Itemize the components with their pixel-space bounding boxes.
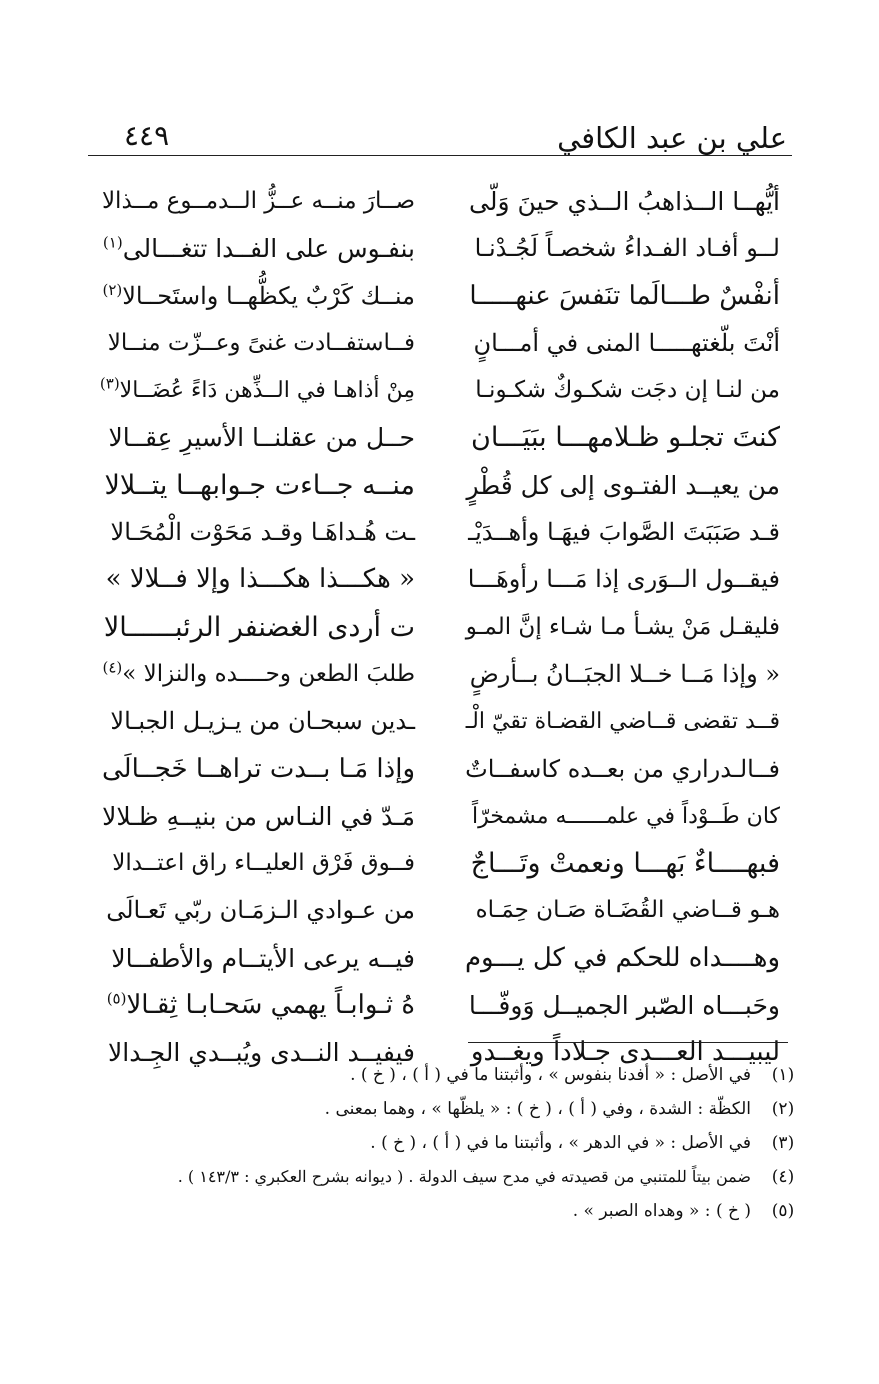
verse-line — [100, 887, 780, 934]
verse-line — [100, 840, 780, 887]
verse-second-hemistich-text: بنفـوس على الفــدا تتغـــالى — [122, 234, 415, 264]
poem — [100, 178, 780, 1077]
verse-first-hemistich: ليبيـــد العـــدى جـلاداً ويغــدو — [470, 1037, 780, 1068]
verse-first-hemistich: وحَبـــاه الصّبر الجميــل وَوفّـــا — [468, 991, 780, 1021]
footnote-text: في الأصل : « أفدنا بنفوس » ، وأثبتنا ما في ( أ ) ، ( خ ) . — [350, 1065, 751, 1085]
verse-second-hemistich — [104, 462, 415, 509]
verse-first-hemistich: قــد تقضى قــاضي القضـاة تقيّ الْـ — [465, 709, 780, 735]
footnote-number: (٥) — [771, 1201, 795, 1221]
verse-line — [100, 273, 780, 320]
verse-line — [100, 178, 780, 225]
verse-second-hemistich-text: ـدين سبحـان من يـزيـل الجبـالا — [110, 707, 415, 736]
verse-second-hemistich — [104, 604, 415, 651]
footnote-text: ( خ ) : « وهداه الصبر » . — [572, 1201, 751, 1221]
running-header-title: علي بن عبد الكافي — [557, 121, 787, 155]
verse-second-hemistich-text: طلبَ الطعن وحــــده والنزالا » — [122, 660, 415, 687]
verse-first-hemistich: هـو قــاضي القُضَـاة صَـان حِمَـاه — [475, 897, 780, 924]
verse-line — [100, 414, 780, 461]
footnotes — [163, 1058, 803, 1228]
verse-first-hemistich: فيقــول الــوَرى إذا مَـــا رأوهَـــا — [467, 565, 780, 594]
verse-line — [100, 793, 780, 840]
footnote-item — [163, 1126, 803, 1160]
verse-first-hemistich: من لنـا إن دجَت شكـوكٌ شكـونـا — [475, 377, 780, 404]
footnote-number: (٣) — [771, 1133, 795, 1153]
verse-second-hemistich — [106, 887, 415, 934]
verse-second-hemistich — [102, 651, 415, 698]
verse-second-hemistich-text: مِنْ أذاهـا في الــذِّهن دَاءً عُضَــالا — [119, 378, 415, 404]
verse-second-hemistich-text: منــك كَرْبٌ يكظُّهــا واستَحــالا — [122, 281, 415, 310]
footnote-item — [163, 1194, 803, 1228]
verse-second-hemistich-text: مَـدّ في النـاس من بنيــهِ ظـلالا — [102, 801, 415, 831]
footnote-marker: (٥) — [106, 989, 127, 1008]
verse-line — [100, 698, 780, 745]
verse-first-hemistich: من يعيــد الفتـوى إلى كل قُطْرٍ — [466, 470, 780, 500]
verse-second-hemistich-text: « هكـــذا هكـــذا وإلا فــلالا » — [105, 564, 415, 595]
footnote-marker: (٢) — [102, 280, 123, 299]
page-number: ٤٤٩ — [124, 119, 170, 152]
verse-first-hemistich: فــالـدراري من بعــده كاسفــاتٌ — [465, 754, 780, 783]
footnote-item — [163, 1160, 803, 1194]
verse-line — [100, 556, 780, 603]
verse-second-hemistich-text: وإذا مَـا بــدت تراهــا خَجــالَى — [102, 753, 415, 784]
verse-line — [100, 935, 780, 982]
verse-second-hemistich-text: ت أردى الغضنفر الرئبــــــالا — [103, 611, 415, 643]
verse-second-hemistich — [102, 178, 415, 225]
verse-second-hemistich — [103, 225, 415, 272]
verse-first-hemistich: أنفْسٌ طـــالَما تنَفسَ عنهـــــا — [469, 280, 780, 311]
verse-second-hemistich-text: من عـوادي الـزمَـان ربّي تَعـالَى — [106, 896, 415, 925]
verse-second-hemistich-text: ـت هُـداهَـا وقـد مَحَوْت الْمُحَـالا — [110, 518, 415, 547]
verse-first-hemistich: أنْتَ بلّغتهـــــا المنى في أمـــانٍ — [473, 328, 780, 357]
verse-line — [100, 509, 780, 556]
footnote-marker: (١) — [102, 233, 123, 252]
verse-line — [100, 604, 780, 651]
verse-line — [100, 746, 780, 793]
footnote-text: الكظّة : الشدة ، وفي ( أ ) ، ( خ ) : « يلظّها » ، وهما بمعنى . — [324, 1099, 751, 1119]
verse-first-hemistich: كنتَ تجلـو ظـلامهـــا ببَيَـــان — [471, 422, 780, 454]
verse-line — [100, 367, 780, 414]
verse-second-hemistich-text: فيفيــد النــدى ويُبــدي الجِـدالا — [107, 1038, 415, 1068]
verse-first-hemistich: قـد صَبَبَتَ الصَّوابَ فيهَـا وأهــدَيْـ — [468, 518, 780, 547]
verse-line — [100, 651, 780, 698]
verse-first-hemistich: كان طَــوْداً في علمــــــه مشمخرّاً — [471, 803, 780, 829]
verse-first-hemistich: لــو أفـاد الفـداءُ شخصـاً لَجُـدْنـا — [474, 234, 780, 263]
verse-second-hemistich — [106, 556, 415, 603]
verse-first-hemistich: وهــــداه للحكم في كل يـــوم — [464, 942, 780, 973]
verse-second-hemistich-text: فــوق فَرْق العليــاء راق اعتــدالا — [112, 850, 415, 877]
verse-second-hemistich — [110, 698, 415, 745]
verse-second-hemistich — [109, 414, 415, 461]
verse-second-hemistich — [107, 982, 415, 1029]
footnote-number: (٤) — [771, 1167, 795, 1187]
verse-line — [100, 225, 780, 272]
verse-second-hemistich — [100, 367, 415, 414]
footnote-number: (٢) — [771, 1099, 795, 1119]
verse-first-hemistich: فبهــــاءٌ بَهـــا ونعمتْ وتَـــاجٌ — [470, 848, 780, 880]
footnote-marker: (٣) — [99, 374, 120, 393]
verse-second-hemistich — [111, 935, 415, 982]
verse-line — [100, 982, 780, 1029]
verse-second-hemistich — [108, 320, 415, 367]
verse-first-hemistich: فليقـل مَنْ يشـأ مـا شـاء إنَّ المـو — [465, 613, 780, 640]
footnote-divider — [468, 1042, 788, 1043]
verse-second-hemistich — [102, 273, 415, 320]
verse-first-hemistich: أيُّهــا الــذاهبُ الــذي حينَ وَلّى — [469, 187, 780, 216]
footnote-text: في الأصل : « في الدهر » ، وأثبتنا ما في ( أ ) ، ( خ ) . — [370, 1133, 751, 1153]
footnote-item — [163, 1092, 803, 1126]
footnote-marker: (٤) — [102, 658, 123, 677]
verse-second-hemistich-text: منــه جــاءت جـوابهــا يتــلالا — [104, 469, 415, 501]
header-divider — [88, 155, 792, 156]
verse-second-hemistich-text: فيــه يرعى الأيتــام والأطفــالا — [111, 943, 415, 973]
footnote-text: ضمن بيتاً للمتنبي من قصيدته في مدح سيف الدولة . ( ديوانه بشرح العكبري : ١٤٣/٣ ) . — [177, 1167, 751, 1186]
verse-second-hemistich — [102, 746, 415, 793]
verse-line — [100, 462, 780, 509]
verse-second-hemistich-text: هُ ثـوابـاً يهمي سَحـابـا ثِقـالا — [126, 990, 415, 1021]
verse-second-hemistich — [102, 793, 415, 840]
verse-second-hemistich-text: فــاستفــادت غنىً وعــزّت منــالا — [107, 329, 415, 356]
footnote-number: (١) — [771, 1065, 795, 1085]
verse-second-hemistich-text: حــل من عقلنــا الأسيرِ عِقــالا — [108, 423, 415, 453]
verse-second-hemistich — [111, 509, 415, 556]
verse-second-hemistich — [112, 840, 415, 887]
verse-line — [100, 320, 780, 367]
verse-second-hemistich-text: صــارَ منــه عــزُّ الــدمــوع مــذالا — [101, 188, 415, 214]
verse-first-hemistich: « وإذا مَــا خــلا الجبَــانُ بــأرضٍ — [469, 659, 780, 688]
footnote-item — [163, 1058, 803, 1092]
